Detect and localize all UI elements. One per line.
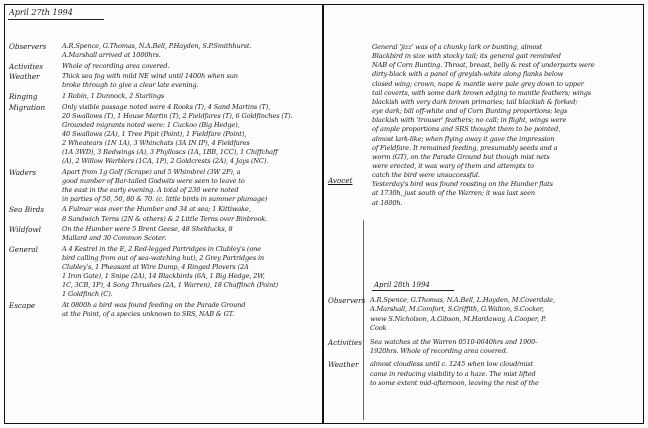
description-line: at 1800h.	[372, 198, 403, 207]
frame-right	[643, 4, 644, 424]
description-line: almost lark-like; when flying away it gave the impression	[372, 134, 555, 143]
entry-line: 2 Wheatears (1N 1A), 3 Whinchats (3A IN IP), 4 Fieldfares	[62, 138, 250, 147]
entry-line: bird calling from out of sea-watching hut), 2 Grey Partridges in	[62, 253, 265, 262]
entry-line: Cook	[370, 324, 387, 333]
entry-line: Thick sea fog with mild NE wind until 1400h when sun	[62, 72, 238, 81]
entry-line: Grounded migrants noted were: 1 Cuckoo (Big Hedge),	[62, 120, 240, 129]
entry-label: Migration	[9, 102, 46, 112]
entry-line: at the Point, of a species unknown to SRS, NAB & GT.	[62, 309, 234, 318]
entry-label: Sea Birds	[9, 205, 45, 215]
avocet-label: Avocet	[328, 176, 353, 185]
entry-label: Observers	[9, 42, 47, 51]
entry-line: www S.Nicholson, A.Gibson, M.Hardaway, A.Cooper, P.	[370, 314, 546, 323]
entry-line: 40 Swallows (2A), 1 Tree Pipit (Point), 1 Fieldfare (Point),	[62, 129, 247, 138]
date-underline	[8, 19, 104, 20]
description-line: NAB of Corn Bunting. Throat, breast, belly & rest of underparts were	[372, 61, 595, 70]
entry-line: to some extent mid-afternoon, leaving the rest of the	[370, 379, 539, 388]
description-line: were erected, it was wary of them and attempts to	[372, 161, 534, 170]
entry-label: Observers	[328, 296, 366, 305]
entry-line: the east in the early evening. A total of 230 were noted	[62, 185, 239, 194]
column-divider	[322, 4, 324, 424]
frame-left	[4, 4, 5, 424]
entry-line: 20 Swallows (T), 1 House Martin (T), 2 Fieldfares (T), 6 Goldfinches (T).	[62, 111, 293, 120]
entry-line: good number of Bar-tailed Godwits were seen to leave to	[62, 176, 245, 185]
right-margin-rule	[363, 220, 364, 420]
description-line: at 1730h, just south of the Warren; it was last seen	[372, 189, 535, 198]
entry-label: Waders	[9, 167, 37, 177]
entry-label: Wildfowl	[9, 225, 41, 235]
entry-label: Escape	[9, 300, 36, 310]
description-line: of Fieldfare. It remained feeding, presumably seeds and a	[372, 143, 558, 152]
entry-label: Weather	[328, 360, 359, 370]
entry-line: A.Marshall arrived at 1000hrs.	[62, 51, 161, 60]
description-line: General 'jizz' was of a chunky lark or bunting, almost	[372, 43, 543, 51]
description-line: blackish with very dark brown primaries; tail blackish & forked;	[372, 97, 578, 106]
entry-label: Weather	[9, 72, 40, 82]
entry-line: came in reducing visibility to a haze. The mist lifted	[370, 369, 536, 378]
entry-line: 8 Sandwich Terns (2N & others) & 2 Little Terns over Binbrook.	[62, 214, 268, 223]
entry-line: A.Marshall, M.Comfort, S.Griffith, G.Walton, S.Cocker,	[370, 305, 545, 314]
entry-label: General	[9, 244, 38, 254]
entry-line: 1920hrs. Whole of recording area covered.	[370, 347, 508, 355]
entry-line: 1 Iron Gate), 1 Snipe (2A), 14 Blackbirds (6A, 1 Big Hedge, 2W,	[62, 272, 265, 280]
entry-line: 1 Robin, 1 Dunnock, 2 Starlings	[62, 92, 165, 101]
description-line: blackish with 'trouser' feathers; no call; in flight, wings were	[372, 116, 567, 125]
entry-line: A Fulmar was over the Humber and 34 at sea; 1 Kittiwake,	[62, 205, 251, 214]
entry-line: broke through to give a clear late evening.	[62, 81, 199, 90]
entry-line: (1A 3WD), 3 Redwings (A), 3 Phylloscs (1A, 1BB, 1CC), 1 Chiffchaff	[62, 147, 278, 156]
description-line: of ample proportions and SRS thought them to be pointed,	[372, 125, 561, 134]
entry-line: Sea watches at the Warren 0510-0640hrs and 1900-	[370, 337, 538, 346]
entry-line: At 0800h a bird was found feeding on the Parade Ground	[62, 300, 246, 309]
entry-line: Clubley's, 1 Pheasant at Wire Dump, 4 Ringed Plovers (2A	[62, 262, 249, 271]
entry-line: (A), 2 Willow Warblers (1CA, 1P), 2 Goldcrests (2A), 4 Jays (NC).	[62, 157, 269, 165]
entry-date: April 27th 1994	[9, 8, 73, 17]
entry-line: Only visible passage noted were 4 Rooks (T), 4 Sand Martins (T),	[62, 102, 271, 111]
entry-line: almost cloudless until c. 1245 when low cloud/mist	[370, 360, 534, 369]
entry-label: Activities	[328, 337, 362, 347]
description-line: closed wing; crown, nape & mantle were pale grey down to upper	[372, 79, 584, 88]
entry-line: in parties of 50, 50, 80 & 70. (c. little birds in summer plumage)	[62, 194, 268, 203]
entry-line: A.R.Spence, G.Thomas, N.A.Bell, P.Hayden, S.P.Smithhurst.	[62, 42, 252, 50]
entry-line: Whole of recording area covered.	[62, 61, 170, 70]
entry-line: 1C, 3CB, 1P), 4 Song Thrushes (2A, 1 Warren), 18 Chaffinch (Point)	[62, 281, 279, 290]
entry-line: Apart from 1g Golf (Scrape) and 5 Whimbrel (3W 2P), a	[62, 167, 241, 176]
second-date-underline	[372, 290, 454, 291]
frame-top	[4, 4, 644, 5]
entry-line: Mallard and 30 Common Scoter.	[62, 234, 167, 243]
description-line: Yesterday's bird was found roosting on the Humber flats	[372, 180, 553, 189]
description-line: worm (GT), on the Parade Ground but though mist nets	[372, 152, 550, 161]
description-line: tail coverts, with some dark brown edging to mantle feathers; wings	[372, 88, 592, 97]
second-entry-date: April 28th 1994	[374, 281, 430, 289]
frame-bottom	[4, 423, 644, 424]
entry-label: Activities	[9, 61, 43, 71]
description-line: eye dark; bill off-white and of Corn Bunting proportions; legs	[372, 107, 568, 116]
entry-line: A.R.Spence, G.Thomas, N.A.Bell, L.Hayden, M.Coverdale,	[370, 296, 555, 304]
entry-line: 1 Goldfinch (C).	[62, 290, 113, 299]
entry-line: On the Humber were 5 Brent Geese, 48 Shelducks, 8	[62, 225, 233, 234]
description-line: catch the bird were unsuccessful.	[372, 171, 480, 180]
entry-label: Ringing	[9, 92, 38, 102]
description-line: dirty-black with a panel of greyish-white along flanks below	[372, 70, 564, 79]
entry-line: A 4 Kestrel in the E, 2 Red-legged Partridges in Clubley's (one	[62, 244, 262, 253]
description-line: Blackbird in size with stocky tail; its general gait reminded	[372, 52, 561, 61]
